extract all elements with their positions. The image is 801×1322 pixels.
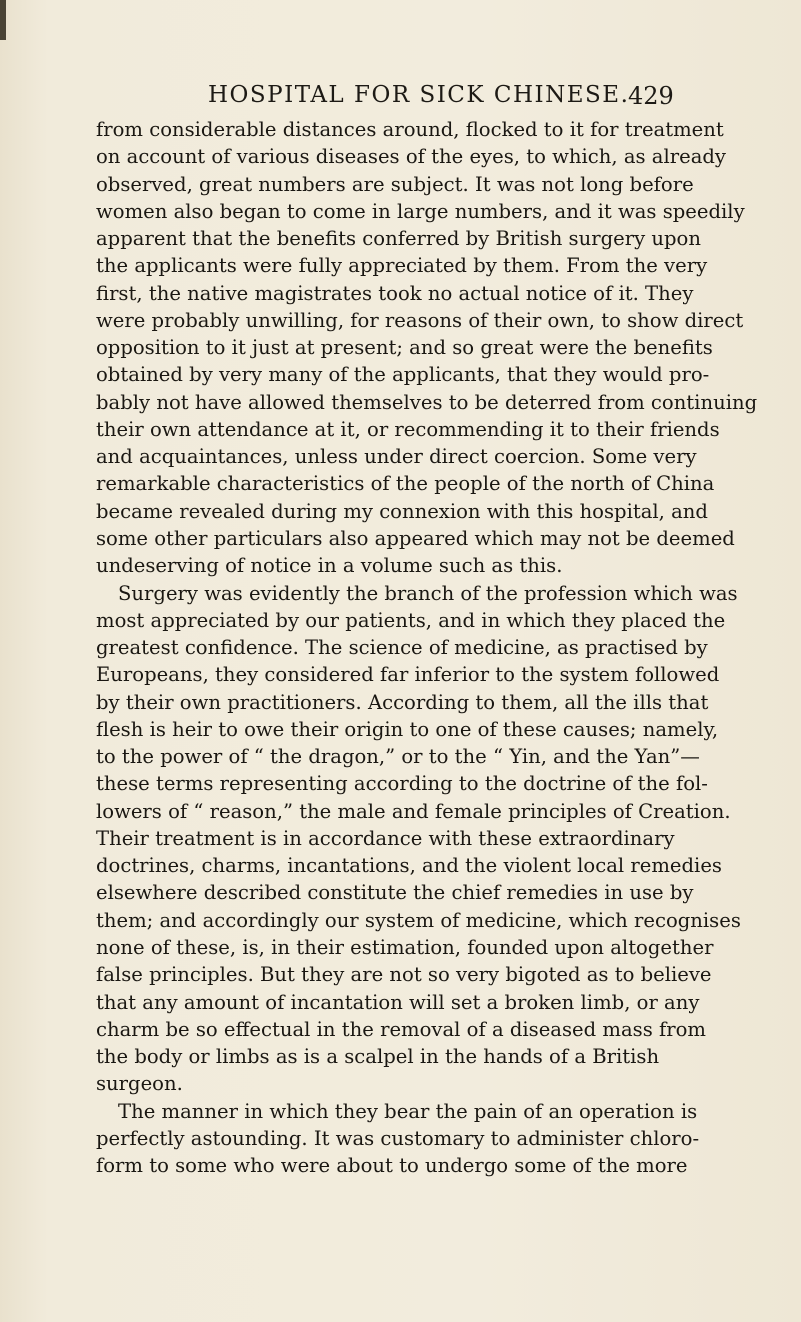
text-line: undeserving of notice in a volume such as this. xyxy=(96,554,563,578)
text-line: the body or limbs as is a scalpel in the hands of a British xyxy=(96,1045,660,1069)
text-line: bably not have allowed themselves to be deterred from continuing xyxy=(96,390,758,414)
page-number: 429 xyxy=(628,82,674,110)
text-line: observed, great numbers are subject. It was not long before xyxy=(96,172,694,196)
text-line: were probably unwilling, for reasons of their own, to show direct xyxy=(96,308,744,332)
text-line: some other particulars also appeared which may not be deemed xyxy=(96,526,735,550)
text-line: lowers of “ reason,” the male and female principles of Creation. xyxy=(96,799,731,823)
text-line: on account of various diseases of the eyes, to which, as already xyxy=(96,145,726,169)
text-line: obtained by very many of the applicants, that they would pro- xyxy=(96,363,710,387)
text-line: their own attendance at it, or recommending it to their friends xyxy=(96,417,720,441)
text-line: to the power of “ the dragon,” or to the “ Yin, and the Yan”— xyxy=(96,745,700,769)
text-line: apparent that the benefits conferred by British surgery upon xyxy=(96,227,701,251)
text-line: that any amount of incantation will set a broken limb, or any xyxy=(96,990,700,1014)
text-line: elsewhere described constitute the chief remedies in use by xyxy=(96,881,694,905)
text-line: these terms representing according to the doctrine of the fol- xyxy=(96,772,708,796)
text-line: Europeans, they considered far inferior to the system followed xyxy=(96,663,720,687)
text-line: flesh is heir to owe their origin to one of these causes; namely, xyxy=(96,717,719,741)
paragraph-first-line: The manner in which they bear the pain of an operation is xyxy=(118,1099,698,1123)
text-line: became revealed during my connexion with this hospital, and xyxy=(96,499,708,523)
text-line: by their own practitioners. According to them, all the ills that xyxy=(96,690,709,714)
text-line: them; and accordingly our system of medicine, which recognises xyxy=(96,908,741,932)
text-line: form to some who were about to undergo some of the more xyxy=(96,1154,688,1178)
text-line: from considerable distances around, flocked to it for treatment xyxy=(96,118,724,141)
text-line: doctrines, charms, incantations, and the violent local remedies xyxy=(96,854,722,878)
paragraph-first-line: Surgery was evidently the branch of the profession which was xyxy=(118,581,738,605)
text-line: remarkable characteristics of the people of the north of China xyxy=(96,472,715,496)
running-title: HOSPITAL FOR SICK CHINESE. xyxy=(208,82,630,108)
body-text xyxy=(96,116,758,1179)
text-line: greatest confidence. The science of medicine, as practised by xyxy=(96,636,708,660)
text-line: charm be so effectual in the removal of a diseased mass from xyxy=(96,1017,707,1041)
text-line: women also began to come in large numbers, and it was speedily xyxy=(96,199,745,223)
text-line: first, the native magistrates took no actual notice of it. They xyxy=(96,281,694,305)
text-line: Their treatment is in accordance with these extraordinary xyxy=(96,826,675,850)
text-line: none of these, is, in their estimation, founded upon altogether xyxy=(96,935,714,959)
text-line: surgeon. xyxy=(96,1072,183,1096)
text-line: opposition to it just at present; and so great were the benefits xyxy=(96,336,713,360)
text-line: and acquaintances, unless under direct coercion. Some very xyxy=(96,445,697,469)
scan-edge-mark xyxy=(0,0,6,40)
running-head xyxy=(0,82,801,118)
text-line: the applicants were fully appreciated by them. From the very xyxy=(96,254,708,278)
text-line: perfectly astounding. It was customary to administer chloro- xyxy=(96,1126,700,1150)
text-line: most appreciated by our patients, and in which they placed the xyxy=(96,608,726,632)
text-line: false principles. But they are not so very bigoted as to believe xyxy=(96,963,712,987)
